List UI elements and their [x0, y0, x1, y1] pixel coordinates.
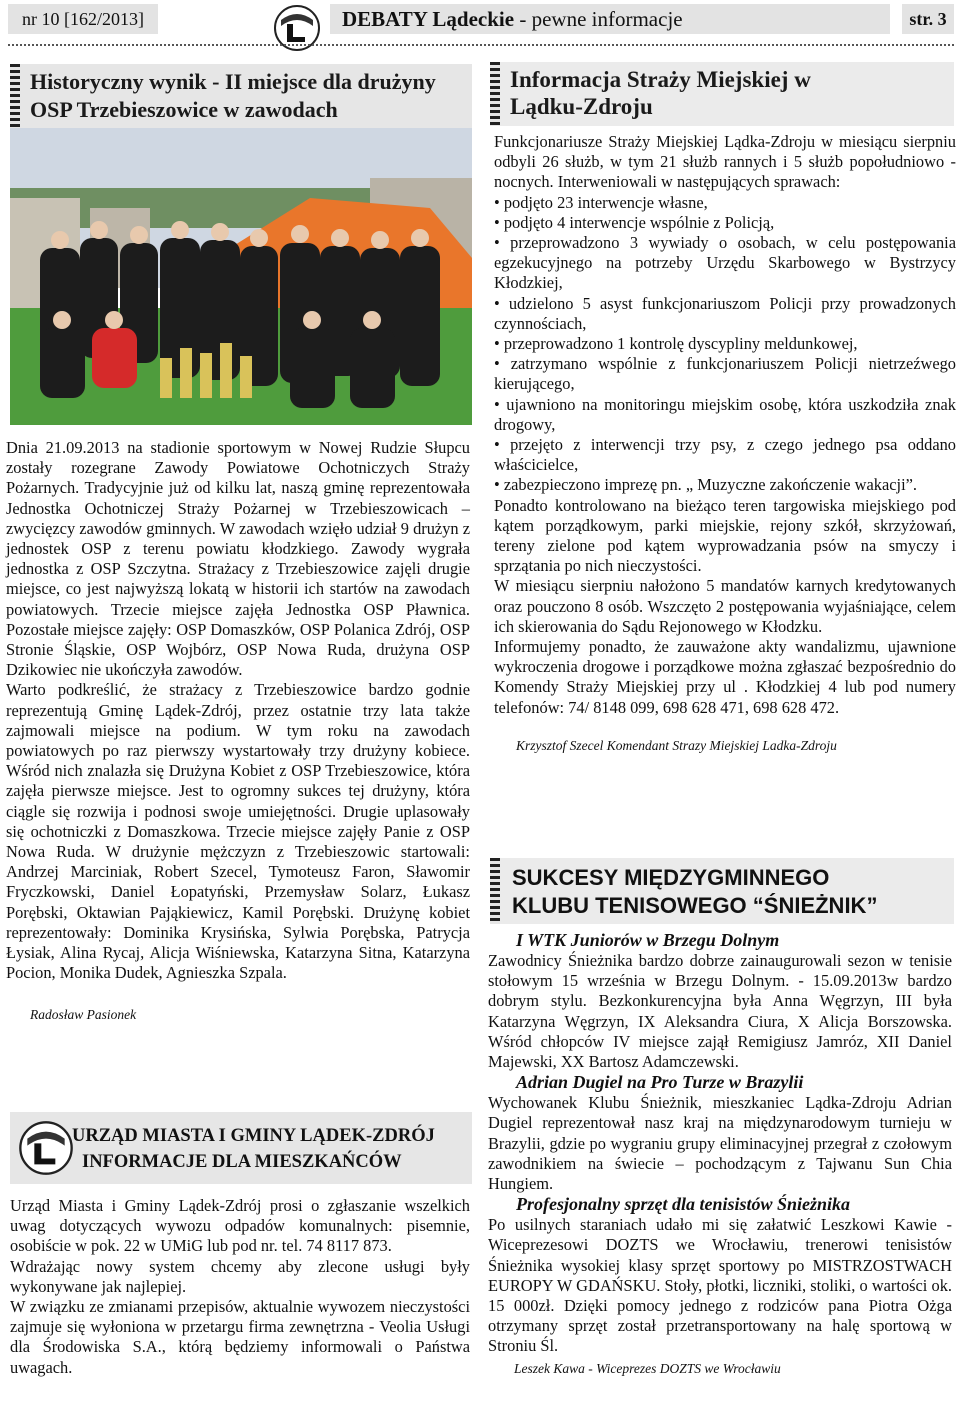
newspaper-tagline: - pewne informacje	[514, 7, 683, 31]
fire-article-author: Radosław Pasionek	[30, 1007, 137, 1023]
tennis-subheading: Profesjonalny sprzęt dla tenisistów Śnieżnika	[516, 1194, 851, 1215]
fire-article-paragraph: Warto podkreślić, że strażacy z Trzebieszowice bardzo godnie reprezentują Gminę Lądek-Zdrój, przez ostatnie trzy lata także zajmowali miejsce na podium. W tym roku na zawodach powiatowych po raz pierwszy wystartowały trzy drużyny kobiece. Wśród nich znalazła się Drużyna Kobiet z OSP Trzebieszowice, która zajęła pierwsze miejsce. Jest to ogromny sukces tej drużyny, która ciągle się rozwija i podnosi swoje umiejętności. Drugie uplasowały się ochotniczki z Domaszkowa. Trzecie miejsce zajęły Panie z OSP Nowa Ruda. W drużynie mężczyzn z Trzebieszowic startowali: Andrzej Marciniak, Robert Szecel, Tymoteusz Faron, Sławomir Fryczkowski, Daniel Łopatyński, Przemysław Solarz, Łukasz Porębski, Oktawian Pająkiewicz, Kamil Porębski. Drużynę kobiet reprezentowały: Dominika Krysińska, Sylwia Porębska, Patrycja Łysiak, Alina Rycaj, Alicja Wiśniewska, Katarzyna Sitna, Katarzyna Pocion, Monika Dudek, Agnieszka Szpala.	[6, 680, 470, 983]
tennis-subheading: I WTK Juniorów w Brzegu Dolnym	[516, 930, 780, 950]
guard-bullet-item: • zabezpieczono imprezę pn. „ Muzyczne zakończenie wakacji”.	[494, 475, 918, 495]
guard-bullet-item: • ujawniono na monitoringu miejskim osobę, która uszkodziła znak drogowy,	[494, 394, 956, 434]
office-article-title-2: INFORMACJE DLA MIESZKAŃCÓW	[82, 1152, 402, 1172]
tennis-article-title-2: KLUBU TENISOWEGO “ŚNIEŻNIK”	[512, 893, 878, 918]
guard-article-body	[494, 132, 956, 756]
tennis-article-paragraph: Wychowanek Klubu Śnieżnik, mieszkaniec Lądka-Zdroju Adrian Dugiel reprezentował nasz kraj na międzynarodowym turnieju w Brazylii, gdzie po wygraniu grupy eliminacyjnej przegrał z czołowym zawodnikiem na świecie – pochodzącym z Tajwanu Sun Chia Hungiem.	[488, 1093, 952, 1194]
tennis-article-heading	[490, 858, 954, 924]
guard-bullet-item: • przeprowadzono 1 kontrolę dyscypliny meldunkowej,	[494, 334, 858, 354]
guard-bullet-item: • przejęto z interwencji trzy psy, z czego jednego psa oddano właścicielce,	[494, 435, 956, 475]
fire-article-paragraph: Dnia 21.09.2013 na stadionie sportowym w Nowej Rudzie Słupcu zostały rozegrane Zawody Powiatowe Ochotniczych Straży Pożarnych. Tradycyjnie już od kilku lat, naszą gminę reprezentowała Jednostka Ochotniczej Straży Pożarnej w Trzebieszowicach – zwycięzcy zawodów gminnych. W zawodach wzięło udział 9 drużyn z jednostek OSP z terenu powiatu kłodzkiego. Zawody wygrała jednostka z OSP Szczytna. Strażacy z Trzebieszowice zajęli drugie miejsce, co jest najwyższą lokatą w historii ich startów na zawodach powiatowych. Trzecie miejsce zajęła Jednostka OSP Pławnica. Pozostałe miejsce zajęły: OSP Domaszków, OSP Polanica Zdrój, OSP Stronie Śląskie, OSP Wojbórz, OSP Nowa Ruda, drużyna OSP Dzikowiec nie ukończyła zawodów.	[6, 438, 470, 680]
guard-bullet-item: • przeprowadzono 3 wywiady o osobach, w celu postępowania egzekucyjnego na potrzeby Urzędu Skarbowego w Bystrzycy Kłodzkiej,	[494, 233, 956, 293]
office-article-title-1: URZĄD MIASTA I GMINY LĄDEK-ZDRÓJ	[72, 1126, 435, 1146]
tennis-article-body	[488, 930, 952, 1379]
guard-article-intro: Funkcjonariusze Straży Miejskiej Lądka-Zdroju w miesiącu sierpniu odbyli 26 służb, w tym 21 służb rannych i 5 służb popołudniowo - nocnych. Interweniowali w następujących sprawach:	[494, 132, 956, 192]
town-crest-logo-icon	[18, 1120, 74, 1176]
heading-bar	[490, 858, 500, 924]
page-number: str. 3	[902, 4, 954, 34]
newspaper-title	[330, 4, 890, 34]
office-article-heading	[10, 1112, 472, 1184]
guard-bullet-item: • podjęto 4 interwencje wspólnie z Policją,	[494, 212, 775, 232]
tennis-article-paragraph: Zawodnicy Śnieżnika bardzo dobrze zainaugurowali sezon w tenisie stołowym 15 września w Brzegu Dolnym. - 15.09.2013w bardzo dobrym stylu. Bezkonkurencyjna była Anna Węgrzyn, III była Katarzyna Węgrzyn, IX Aleksandra Ciura, X Alicja Borszowska. Wśród chłopców IV miejsce zajął Remigiusz Jamróz, XII Daniel Majewski, XX Bartosz Adamczewski.	[488, 951, 952, 1072]
heading-bar	[490, 62, 500, 126]
header-divider	[8, 44, 954, 46]
guard-bullet-item: • zatrzymano wspólnie z funkcjonariuszem Policji nietrzeźwego kierującego,	[494, 354, 956, 394]
office-article-paragraph: W związku ze zmianami przepisów, aktualnie wywozem nieczystości zajmuje się wyłoniona w przetargu firma zewnętrzna - Veolia Usługi dla Środowiska S.A., którą będziemy informowali o Państwa uwagach.	[10, 1297, 470, 1377]
office-article-paragraph: Urząd Miasta i Gminy Lądek-Zdrój prosi o zgłaszanie wszelkich uwag dotyczących wywozu odpadów komunalnych: pisemnie, osobiście w pok. 22 w UMiG lub pod nr. tel. 74 8117 873.	[10, 1196, 470, 1256]
guard-article-title: Informacja Straży Miejskiej w Lądku-Zdroju	[510, 67, 811, 119]
fire-article-body	[6, 438, 470, 1026]
guard-article-paragraph: W miesiącu sierpniu nałożono 5 mandatów karnych kredytowanych oraz pouczono 8 osób. Wszczęto 2 postępowania wyjaśniające, celem ich skierowania do Sądu Rejonowego w Kłodzku.	[494, 576, 956, 636]
guard-article-paragraph: Ponadto kontrolowano na bieżąco teren targowiska miejskiego pod kątem porządkowym, parki miejskie, rejony szkół, skrzyżowań, tereny zielone pod kątem wyprowadzania psów na smyczy i sprzątania po nich nieczystości.	[494, 495, 956, 576]
tennis-article-author: Leszek Kawa - Wiceprezes DOZTS we Wrocławiu	[514, 1360, 781, 1376]
guard-article-author: Krzysztof Szecel Komendant Strazy Miejskiej Ladka-Zdroju	[516, 737, 837, 753]
issue-number: nr 10 [162/2013]	[8, 4, 158, 34]
guard-article-paragraph: Informujemy ponadto, że zauważone akty wandalizmu, ujawnione wykroczenia drogowe i porządkowe można zgłaszać bezpośrednio do Komendy Straży Miejskiej przy ul . Kłodzkiej 4 lub pod numery telefonów: 74/ 8148 099, 698 628 471, 698 628 472.	[494, 637, 956, 717]
page-header	[8, 4, 954, 40]
tennis-article-paragraph: Po usilnych staraniach udało mi się załatwić Leszkowi Kawie - Wiceprezesowi DOZTS we Wrocławiu, trenerowi tenisistów Śnieżnika wysokiej klasy sprzęt sportowy po MISTRZOSTWACH EUROPY W GDAŃSKU. Stoły, płotki, liczniki, stoliki, o wartości ok. 15 000zł. Dzięki pomocy jednego z rodziców pana Piotra Ożga otrzymany sprzęt został przetransportowany na halę sportową w Stroniu Śl.	[488, 1215, 952, 1356]
office-article-paragraph: Wdrażając nowy system chcemy aby zlecone usługi były wykonywane jak najlepiej.	[10, 1256, 470, 1296]
guard-bullet-item: • udzielono 5 asyst funkcjonariuszom Policji przy prowadzonych czynnościach,	[494, 293, 956, 333]
fire-article-heading	[10, 64, 472, 130]
office-article-body	[10, 1196, 470, 1378]
heading-bar	[10, 64, 20, 130]
firefighters-team-photo	[10, 128, 472, 425]
fire-article-title: Historyczny wynik - II miejsce dla drużyny OSP Trzebieszowice w zawodach	[30, 69, 436, 122]
tennis-article-title-1: SUKCESY MIĘDZYGMINNEGO	[512, 865, 830, 890]
newspaper-name: DEBATY Lądeckie	[342, 7, 515, 31]
guard-bullet-item: • podjęto 23 interwencje własne,	[494, 192, 708, 212]
guard-article-heading	[490, 62, 954, 126]
tennis-subheading: Adrian Dugiel na Pro Turze w Brazylii	[516, 1072, 804, 1093]
